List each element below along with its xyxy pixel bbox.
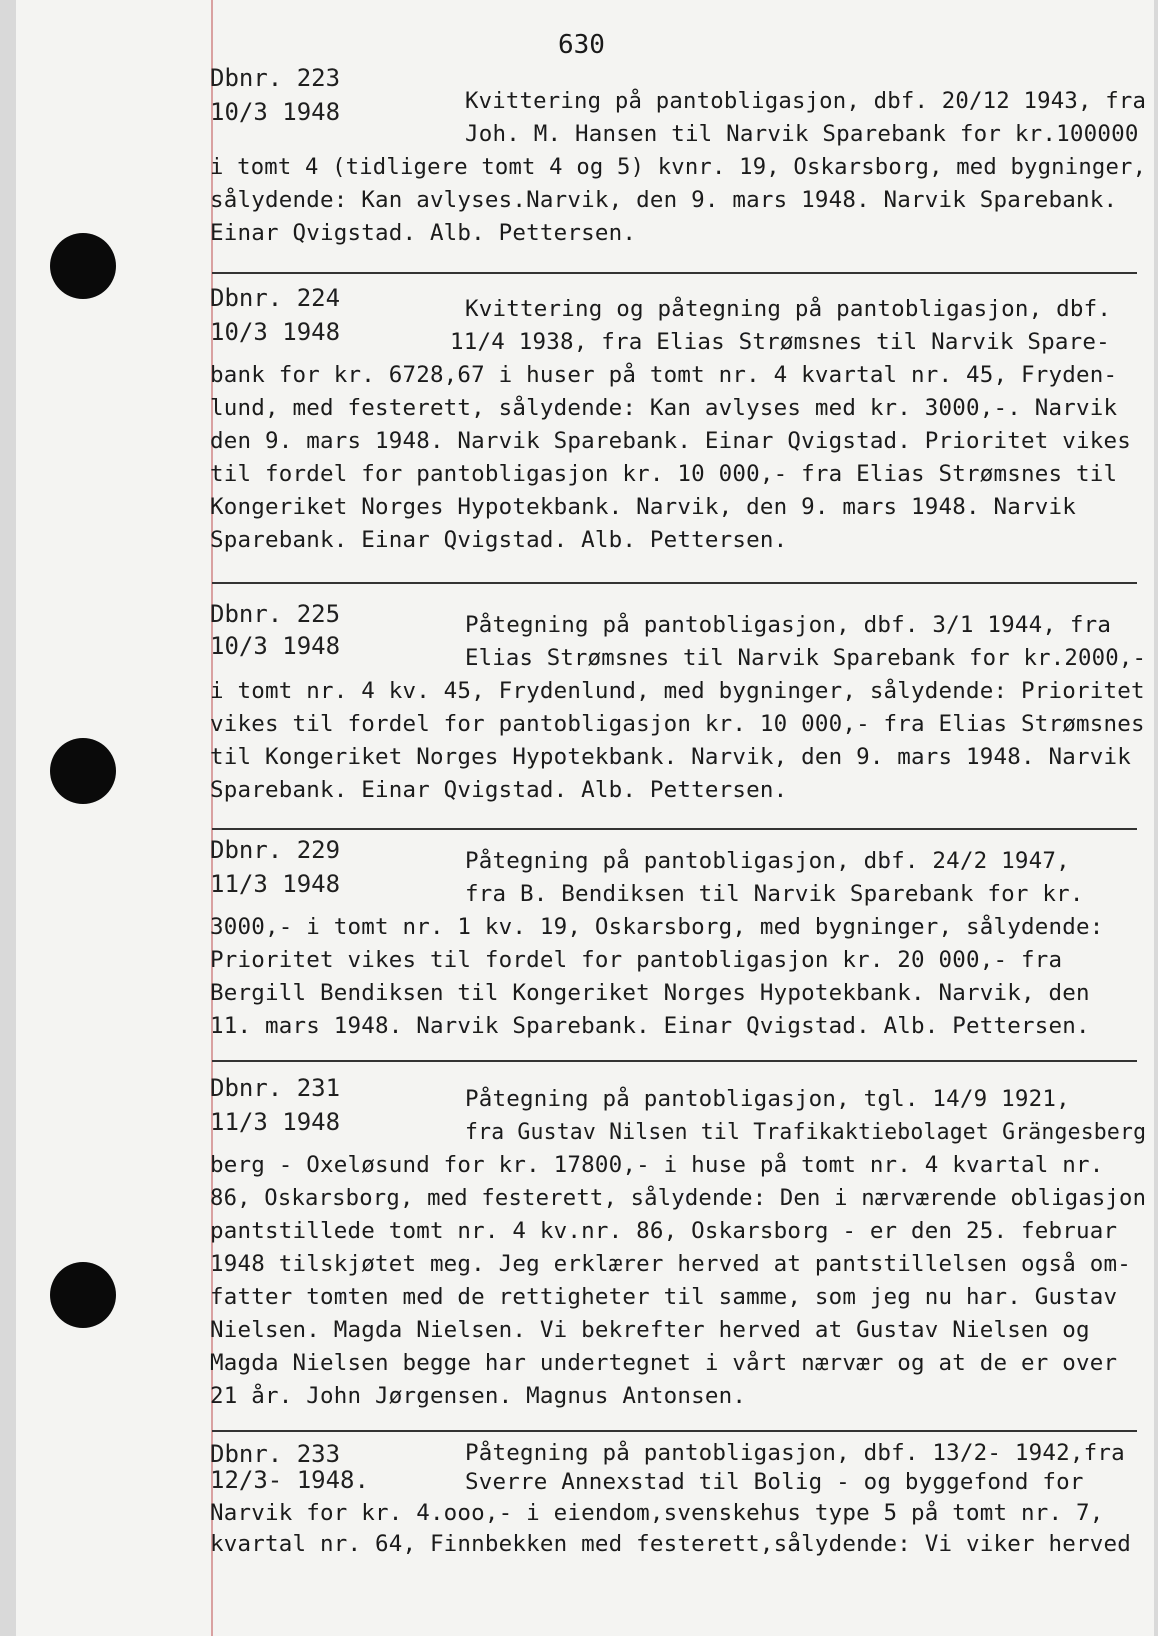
entry-separator [212, 1430, 1137, 1432]
entry-text-line: til Kongeriket Norges Hypotekbank. Narvik, den 9. mars 1948. Narvik [210, 744, 1131, 770]
punch-hole [50, 738, 116, 804]
entry-text-line: Kvittering på pantobligasjon, dbf. 20/12 1943, fra [465, 88, 1147, 114]
entry-text-line: Nielsen. Magda Nielsen. Vi bekrefter herved at Gustav Nielsen og [210, 1317, 1090, 1343]
entry-separator [212, 582, 1137, 584]
entry-text-line: i tomt 4 (tidligere tomt 4 og 5) kvnr. 19, Oskarsborg, med bygninger, [210, 154, 1147, 180]
entry-text-line: Sparebank. Einar Qvigstad. Alb. Pettersen. [210, 777, 788, 803]
entry-text-line: til fordel for pantobligasjon kr. 10 000,- fra Elias Strømsnes til [210, 461, 1118, 487]
entry-number: Dbnr. 233 [210, 1440, 341, 1468]
entry-text-line: berg - Oxeløsund for kr. 17800,- i huse på tomt nr. 4 kvartal nr. [210, 1152, 1104, 1178]
entry-text-line: Joh. M. Hansen til Narvik Sparebank for kr.100000 [465, 121, 1139, 147]
entry-number: Dbnr. 231 [210, 1074, 341, 1102]
entry-text-line: fra Gustav Nilsen til Trafikaktiebolaget Grängesberg [465, 1119, 1147, 1145]
entry-number: Dbnr. 229 [210, 836, 341, 864]
entry-text-line: Sverre Annexstad til Bolig - og byggefond for [465, 1469, 1084, 1495]
entry-text-line: den 9. mars 1948. Narvik Sparebank. Einar Qvigstad. Prioritet vikes [210, 428, 1131, 454]
entry-date: 11/3 1948 [210, 1108, 341, 1136]
entry-number: Dbnr. 225 [210, 600, 341, 628]
entry-text-line: Påtegning på pantobligasjon, tgl. 14/9 1921, [465, 1086, 1070, 1112]
entry-text-line: Narvik for kr. 4.ooo,- i eiendom,svenskehus type 5 på tomt nr. 7, [210, 1500, 1104, 1526]
entry-text-line: Prioritet vikes til fordel for pantobligasjon kr. 20 000,- fra [210, 947, 1063, 973]
entry-number: Dbnr. 223 [210, 64, 341, 92]
entry-text-line: 11/4 1938, fra Elias Strømsnes til Narvik Spare- [450, 329, 1110, 355]
entry-date: 10/3 1948 [210, 318, 341, 346]
entry-text-line: Påtegning på pantobligasjon, dbf. 13/2- 1942,fra [465, 1440, 1125, 1466]
entry-text-line: sålydende: Kan avlyses.Narvik, den 9. mars 1948. Narvik Sparebank. [210, 187, 1118, 213]
entry-date: 10/3 1948 [210, 632, 341, 660]
entry-text-line: Påtegning på pantobligasjon, dbf. 24/2 1947, [465, 848, 1070, 874]
punch-hole [50, 1262, 116, 1328]
entry-date: 10/3 1948 [210, 98, 341, 126]
entry-text-line: Påtegning på pantobligasjon, dbf. 3/1 1944, fra [465, 612, 1112, 638]
page-number: 630 [558, 30, 605, 60]
entry-text-line: 11. mars 1948. Narvik Sparebank. Einar Qvigstad. Alb. Pettersen. [210, 1013, 1090, 1039]
entry-text-line: Sparebank. Einar Qvigstad. Alb. Pettersen. [210, 527, 788, 553]
entry-text-line: Kongeriket Norges Hypotekbank. Narvik, den 9. mars 1948. Narvik [210, 494, 1077, 520]
entry-text-line: Magda Nielsen begge har undertegnet i vårt nærvær og at de er over [210, 1350, 1118, 1376]
punch-hole [50, 233, 116, 299]
entry-number: Dbnr. 224 [210, 284, 341, 312]
entry-separator [212, 272, 1137, 274]
entry-text-line: Bergill Bendiksen til Kongeriket Norges Hypotekbank. Narvik, den [210, 980, 1090, 1006]
entry-text-line: bank for kr. 6728,67 i huser på tomt nr. 4 kvartal nr. 45, Fryden- [210, 362, 1118, 388]
entry-separator [212, 828, 1137, 830]
entry-text-line: fra B. Bendiksen til Narvik Sparebank for kr. [465, 881, 1084, 907]
entry-text-line: fatter tomten med de rettigheter til samme, som jeg nu har. Gustav [210, 1284, 1118, 1310]
entry-separator [212, 1060, 1137, 1062]
entry-text-line: kvartal nr. 64, Finnbekken med festerett,sålydende: Vi viker herved [210, 1531, 1131, 1557]
entry-text-line: Kvittering og påtegning på pantobligasjon, dbf. [465, 296, 1112, 322]
entry-text-line: pantstillede tomt nr. 4 kv.nr. 86, Oskarsborg - er den 25. februar [210, 1218, 1118, 1244]
entry-text-line: lund, med festerett, sålydende: Kan avlyses med kr. 3000,-. Narvik [210, 395, 1118, 421]
entry-date: 11/3 1948 [210, 870, 341, 898]
entry-text-line: i tomt nr. 4 kv. 45, Frydenlund, med bygninger, sålydende: Prioritet [210, 678, 1145, 704]
entry-text-line: 86, Oskarsborg, med festerett, sålydende: Den i nærværende obligasjon [210, 1185, 1147, 1211]
entry-text-line: Einar Qvigstad. Alb. Pettersen. [210, 220, 637, 246]
entry-text-line: Elias Strømsnes til Narvik Sparebank for kr.2000,- [465, 645, 1147, 671]
entry-text-line: 1948 tilskjøtet meg. Jeg erklærer herved at pantstillelsen også om- [210, 1251, 1131, 1277]
entry-date: 12/3- 1948. [210, 1466, 369, 1494]
entry-text-line: vikes til fordel for pantobligasjon kr. 10 000,- fra Elias Strømsnes [210, 711, 1145, 737]
entry-text-line: 21 år. John Jørgensen. Magnus Antonsen. [210, 1383, 747, 1409]
entry-text-line: 3000,- i tomt nr. 1 kv. 19, Oskarsborg, med bygninger, sålydende: [210, 914, 1104, 940]
